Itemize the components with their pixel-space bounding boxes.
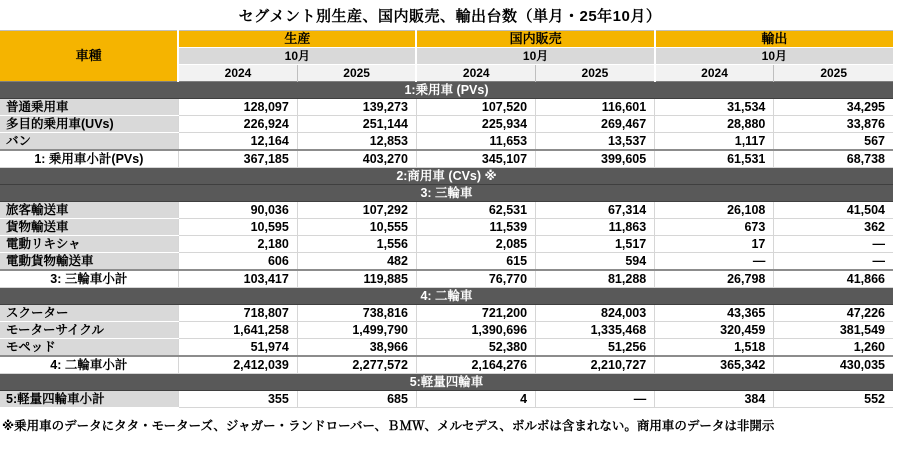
value-cell: 2,180	[178, 236, 297, 253]
value-cell: 28,880	[655, 116, 774, 133]
value-cell: 116,601	[536, 99, 655, 116]
value-cell: 90,036	[178, 202, 297, 219]
value-cell: 721,200	[416, 305, 535, 322]
value-cell: 1,641,258	[178, 322, 297, 339]
value-cell: 403,270	[297, 150, 416, 168]
value-cell: 61,531	[655, 150, 774, 168]
value-cell: 606	[178, 253, 297, 271]
section-header: 5:軽量四輪車	[0, 374, 893, 391]
section-header: 2:商用車 (CVs) ※	[0, 168, 893, 185]
value-cell: 269,467	[536, 116, 655, 133]
value-cell: 362	[774, 219, 893, 236]
value-cell: —	[536, 391, 655, 408]
section-header-row	[0, 82, 893, 99]
value-cell: 68,738	[774, 150, 893, 168]
footnote: ※乗用車のデータにタタ・モーターズ、ジャガー・ランドローバー、ＢＭＷ、メルセデス、ボルボは含まれない。商用車のデータは非開示	[2, 419, 775, 433]
value-cell: 1,260	[774, 339, 893, 357]
value-cell: 365,342	[655, 356, 774, 374]
group-header-exports: 輸出	[655, 31, 893, 48]
value-cell: 43,365	[655, 305, 774, 322]
value-cell: 26,108	[655, 202, 774, 219]
value-cell: 824,003	[536, 305, 655, 322]
section-header: 3: 三輪車	[0, 185, 893, 202]
value-cell: 2,085	[416, 236, 535, 253]
table-row	[0, 305, 893, 322]
value-cell: 482	[297, 253, 416, 271]
value-cell: 320,459	[655, 322, 774, 339]
value-cell: 384	[655, 391, 774, 408]
value-cell: 139,273	[297, 99, 416, 116]
value-cell: 13,537	[536, 133, 655, 151]
value-cell: 225,934	[416, 116, 535, 133]
table-row	[0, 116, 893, 133]
table-row	[0, 99, 893, 116]
table-row	[0, 322, 893, 339]
table-row	[0, 339, 893, 357]
value-cell: 430,035	[774, 356, 893, 374]
row-label: モーターサイクル	[0, 322, 178, 339]
page-title: セグメント別生産、国内販売、輸出台数（単月・25年10月）	[238, 8, 662, 25]
value-cell: 2,412,039	[178, 356, 297, 374]
value-cell: 1,390,696	[416, 322, 535, 339]
section-header-row	[0, 374, 893, 391]
value-cell: 76,770	[416, 270, 535, 288]
value-cell: 10,555	[297, 219, 416, 236]
row-label: 普通乗用車	[0, 99, 178, 116]
value-cell: 26,798	[655, 270, 774, 288]
value-cell: 11,653	[416, 133, 535, 151]
value-cell: 355	[178, 391, 297, 408]
value-cell: 10,595	[178, 219, 297, 236]
value-cell: 107,520	[416, 99, 535, 116]
value-cell: 685	[297, 391, 416, 408]
month-header-production: 10月	[178, 48, 416, 65]
subtotal-row	[0, 270, 893, 288]
subtotal-label: 3: 三輪車小計	[0, 270, 178, 288]
year-header: 2025	[536, 65, 655, 82]
value-cell: 251,144	[297, 116, 416, 133]
value-cell: 67,314	[536, 202, 655, 219]
month-header-exports: 10月	[655, 48, 893, 65]
value-cell: 4	[416, 391, 535, 408]
value-cell: 1,499,790	[297, 322, 416, 339]
row-label: 電動リキシャ	[0, 236, 178, 253]
value-cell: 51,974	[178, 339, 297, 357]
value-cell: 673	[655, 219, 774, 236]
table-row	[0, 219, 893, 236]
value-cell: 12,853	[297, 133, 416, 151]
group-header-production: 生産	[178, 31, 416, 48]
value-cell: 47,226	[774, 305, 893, 322]
subtotal-row	[0, 150, 893, 168]
table-row	[0, 133, 893, 151]
value-cell: 31,534	[655, 99, 774, 116]
subtotal-label: 1: 乗用車小計(PVs)	[0, 150, 178, 168]
value-cell: 103,417	[178, 270, 297, 288]
table-row	[0, 236, 893, 253]
value-cell: 399,605	[536, 150, 655, 168]
row-label: 多目的乗用車(UVs)	[0, 116, 178, 133]
value-cell: 62,531	[416, 202, 535, 219]
section-header-row	[0, 185, 893, 202]
value-cell: 381,549	[774, 322, 893, 339]
value-cell: 1,556	[297, 236, 416, 253]
value-cell: 594	[536, 253, 655, 271]
value-cell: 41,866	[774, 270, 893, 288]
value-cell: 1,518	[655, 339, 774, 357]
value-cell: 552	[774, 391, 893, 408]
row-label: 旅客輸送車	[0, 202, 178, 219]
month-header-domestic-sales: 10月	[416, 48, 654, 65]
value-cell: 615	[416, 253, 535, 271]
value-cell: —	[774, 236, 893, 253]
value-cell: 81,288	[536, 270, 655, 288]
segment-table	[0, 30, 893, 408]
row-label: 5:軽量四輪車小計	[0, 391, 178, 408]
section-header-row	[0, 288, 893, 305]
year-header: 2025	[297, 65, 416, 82]
value-cell: 33,876	[774, 116, 893, 133]
value-cell: 12,164	[178, 133, 297, 151]
value-cell: 2,210,727	[536, 356, 655, 374]
value-cell: 1,335,468	[536, 322, 655, 339]
table-row	[0, 253, 893, 271]
value-cell: 52,380	[416, 339, 535, 357]
value-cell: 17	[655, 236, 774, 253]
section-header: 1:乗用車 (PVs)	[0, 82, 893, 99]
value-cell: 119,885	[297, 270, 416, 288]
table-row	[0, 202, 893, 219]
value-cell: —	[655, 253, 774, 271]
value-cell: 2,277,572	[297, 356, 416, 374]
value-cell: 38,966	[297, 339, 416, 357]
value-cell: 567	[774, 133, 893, 151]
value-cell: 41,504	[774, 202, 893, 219]
value-cell: 367,185	[178, 150, 297, 168]
year-header: 2024	[178, 65, 297, 82]
row-label: 貨物輸送車	[0, 219, 178, 236]
group-header-domestic-sales: 国内販売	[416, 31, 654, 48]
value-cell: 107,292	[297, 202, 416, 219]
year-header: 2024	[655, 65, 774, 82]
year-header: 2025	[774, 65, 893, 82]
value-cell: —	[774, 253, 893, 271]
value-cell: 2,164,276	[416, 356, 535, 374]
vehicle-type-header: 車種	[0, 31, 178, 82]
value-cell: 718,807	[178, 305, 297, 322]
value-cell: 345,107	[416, 150, 535, 168]
row-label: バン	[0, 133, 178, 151]
value-cell: 128,097	[178, 99, 297, 116]
value-cell: 11,863	[536, 219, 655, 236]
value-cell: 226,924	[178, 116, 297, 133]
value-cell: 51,256	[536, 339, 655, 357]
row-label: モペッド	[0, 339, 178, 357]
table-row	[0, 391, 893, 408]
value-cell: 1,117	[655, 133, 774, 151]
group-header-row	[0, 31, 893, 48]
value-cell: 34,295	[774, 99, 893, 116]
section-header: 4: 二輪車	[0, 288, 893, 305]
subtotal-row	[0, 356, 893, 374]
value-cell: 738,816	[297, 305, 416, 322]
row-label: スクーター	[0, 305, 178, 322]
value-cell: 11,539	[416, 219, 535, 236]
section-header-row	[0, 168, 893, 185]
year-header: 2024	[416, 65, 535, 82]
subtotal-label: 4: 二輪車小計	[0, 356, 178, 374]
row-label: 電動貨物輸送車	[0, 253, 178, 271]
value-cell: 1,517	[536, 236, 655, 253]
